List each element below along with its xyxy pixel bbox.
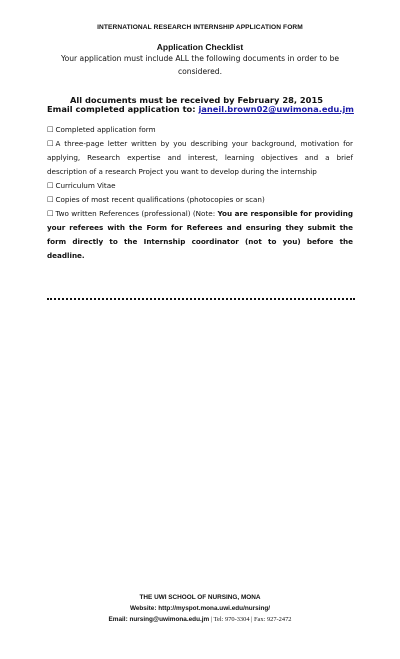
footer-separator: |	[209, 616, 214, 623]
checkbox-icon[interactable]: ☐	[47, 181, 54, 190]
email-label: Email completed application to:	[47, 104, 196, 114]
form-title: INTERNATIONAL RESEARCH INTERNSHIP APPLICATION FORM	[97, 24, 303, 31]
footer-phone: Tel: 970-3304	[213, 616, 250, 623]
footer-fax: Fax: 927-2472	[254, 616, 292, 623]
checkbox-icon[interactable]: ☐	[47, 139, 54, 148]
footer-email: Email: nursing@uwimona.edu.jm	[108, 616, 210, 623]
references-note: You are responsible for providing your referees with the Form for Referees and ensuring they submit the form directly to the Internship coordinator (not to you) before the deadline.	[47, 209, 353, 260]
checklist-item-text: Curriculum Vitae	[55, 181, 116, 190]
deadline-notice: All documents must be received by February 28, 2015	[70, 95, 324, 105]
checklist-heading: Application Checklist	[156, 42, 244, 52]
checklist-item-text: Copies of most recent qualifications (photocopies or scan)	[55, 195, 265, 204]
footer-website: Website: http://myspot.mona.uwi.edu/nursing/	[129, 604, 271, 612]
document-checklist	[47, 123, 353, 263]
checklist-item-application-form	[47, 123, 353, 137]
footer	[0, 593, 400, 626]
checklist-item-references	[47, 207, 353, 263]
checklist-intro: Your application must include ALL the following documents in order to be considered.	[60, 54, 340, 76]
checklist-item-text: Completed application form	[55, 125, 156, 134]
submission-email-line	[47, 104, 354, 114]
checklist-item-letter	[47, 137, 353, 179]
footer-contact	[0, 614, 400, 626]
checkbox-icon[interactable]: ☐	[47, 195, 54, 204]
checklist-item-cv	[47, 179, 353, 193]
checklist-item-text: Two written References (professional) (Note:	[55, 209, 218, 218]
checkbox-icon[interactable]: ☐	[47, 209, 54, 218]
footer-institution: THE UWI SCHOOL OF NURSING, MONA	[139, 594, 261, 601]
footer-separator: |	[249, 616, 254, 623]
checklist-item-text: A three-page letter written by you describing your background, motivation for applying, Research expertise and interest, learning objectives and a brief description of a research Project you want to develop during the internship	[47, 139, 353, 176]
checkbox-icon[interactable]: ☐	[47, 125, 54, 134]
dotted-divider	[47, 298, 355, 300]
checklist-item-qualifications	[47, 193, 353, 207]
submission-email-link[interactable]: janeil.brown02@uwimona.edu.jm	[198, 104, 354, 114]
